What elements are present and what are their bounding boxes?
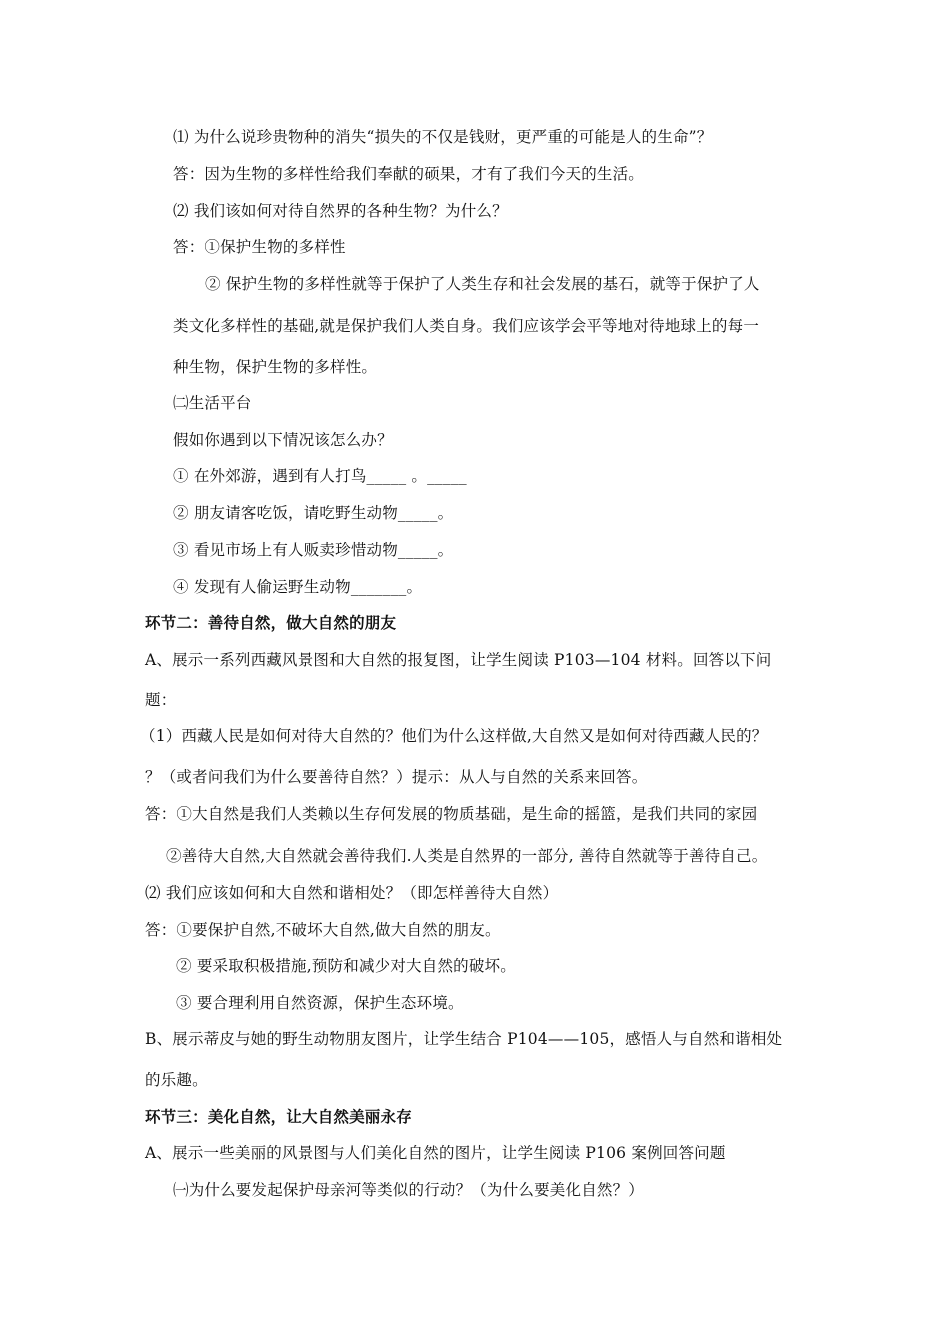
answer-2-part-1: 答：①保护生物的多样性 xyxy=(173,238,346,256)
section-life-platform: ㈡生活平台 xyxy=(173,394,252,412)
question-2: ⑵ 我们该如何对待自然界的各种生物？为什么？ xyxy=(173,202,508,220)
section-2-activity-b-line-1: B、展示蒂皮与她的野生动物朋友图片，让学生结合 P104——105，感悟人与自然和谐相处 xyxy=(145,1030,783,1048)
section-2-answer-2: ②善待大自然,大自然就会善待我们.人类是自然界的一部分, 善待自然就等于善待自己。 xyxy=(166,847,768,865)
scenario-2: ② 朋友请客吃饭，请吃野生动物_____。 xyxy=(173,504,454,522)
section-2-answer-3: 答：①要保护自然,不破坏大自然,做大自然的朋友。 xyxy=(145,921,501,939)
section-2-question-2: ⑵ 我们应该如何和大自然和谐相处？（即怎样善待大自然） xyxy=(145,884,559,902)
answer-2-part-2-line-1: ② 保护生物的多样性就等于保护了人类生存和社会发展的基石，就等于保护了人 xyxy=(205,275,760,293)
section-heading-2: 环节二：善待自然，做大自然的朋友 xyxy=(145,613,397,632)
question-1: ⑴ 为什么说珍贵物种的消失“损失的不仅是钱财，更严重的可能是人的生命”？ xyxy=(173,128,713,146)
section-heading-3: 环节三：美化自然，让大自然美丽永存 xyxy=(145,1107,412,1126)
scenario-4: ④ 发现有人偷运野生动物_______。 xyxy=(173,578,423,596)
section-2-answer-4: ② 要采取积极措施,预防和减少对大自然的破坏。 xyxy=(176,957,516,975)
scenario-prompt: 假如你遇到以下情况该怎么办？ xyxy=(173,431,393,449)
scenario-1: ① 在外郊游，遇到有人打鸟_____ 。_____ xyxy=(173,467,467,485)
answer-2-part-2-line-2: 类文化多样性的基础,就是保护我们人类自身。我们应该学会平等地对待地球上的每一 xyxy=(173,317,760,335)
section-3-activity-a: A、展示一些美丽的风景图与人们美化自然的图片，让学生阅读 P106 案例回答问题 xyxy=(145,1144,726,1162)
section-2-activity-b-line-2: 的乐趣。 xyxy=(145,1071,208,1089)
section-2-answer-5: ③ 要合理利用自然资源，保护生态环境。 xyxy=(176,994,464,1012)
section-2-question-1-line-1: （1）西藏人民是如何对待大自然的？他们为什么这样做,大自然又是如何对待西藏人民的？ xyxy=(140,727,768,745)
section-2-activity-a-line-1: A、展示一系列西藏风景图和大自然的报复图，让学生阅读 P103—104 材料。回答以下问 xyxy=(145,651,772,669)
section-3-question-1: ㈠为什么要发起保护母亲河等类似的行动？（为什么要美化自然？） xyxy=(173,1181,645,1199)
section-2-answer-1: 答：①大自然是我们人类赖以生存何发展的物质基础，是生命的摇篮，是我们共同的家园 xyxy=(145,805,758,823)
section-2-activity-a-line-2: 题： xyxy=(145,691,177,709)
scenario-3: ③ 看见市场上有人贩卖珍惜动物_____。 xyxy=(173,541,454,559)
answer-1: 答：因为生物的多样性给我们奉献的硕果，才有了我们今天的生活。 xyxy=(173,165,645,183)
section-2-question-1-line-2: ？（或者问我们为什么要善待自然？）提示：从人与自然的关系来回答。 xyxy=(145,768,648,786)
answer-2-part-2-line-3: 种生物，保护生物的多样性。 xyxy=(173,358,378,376)
